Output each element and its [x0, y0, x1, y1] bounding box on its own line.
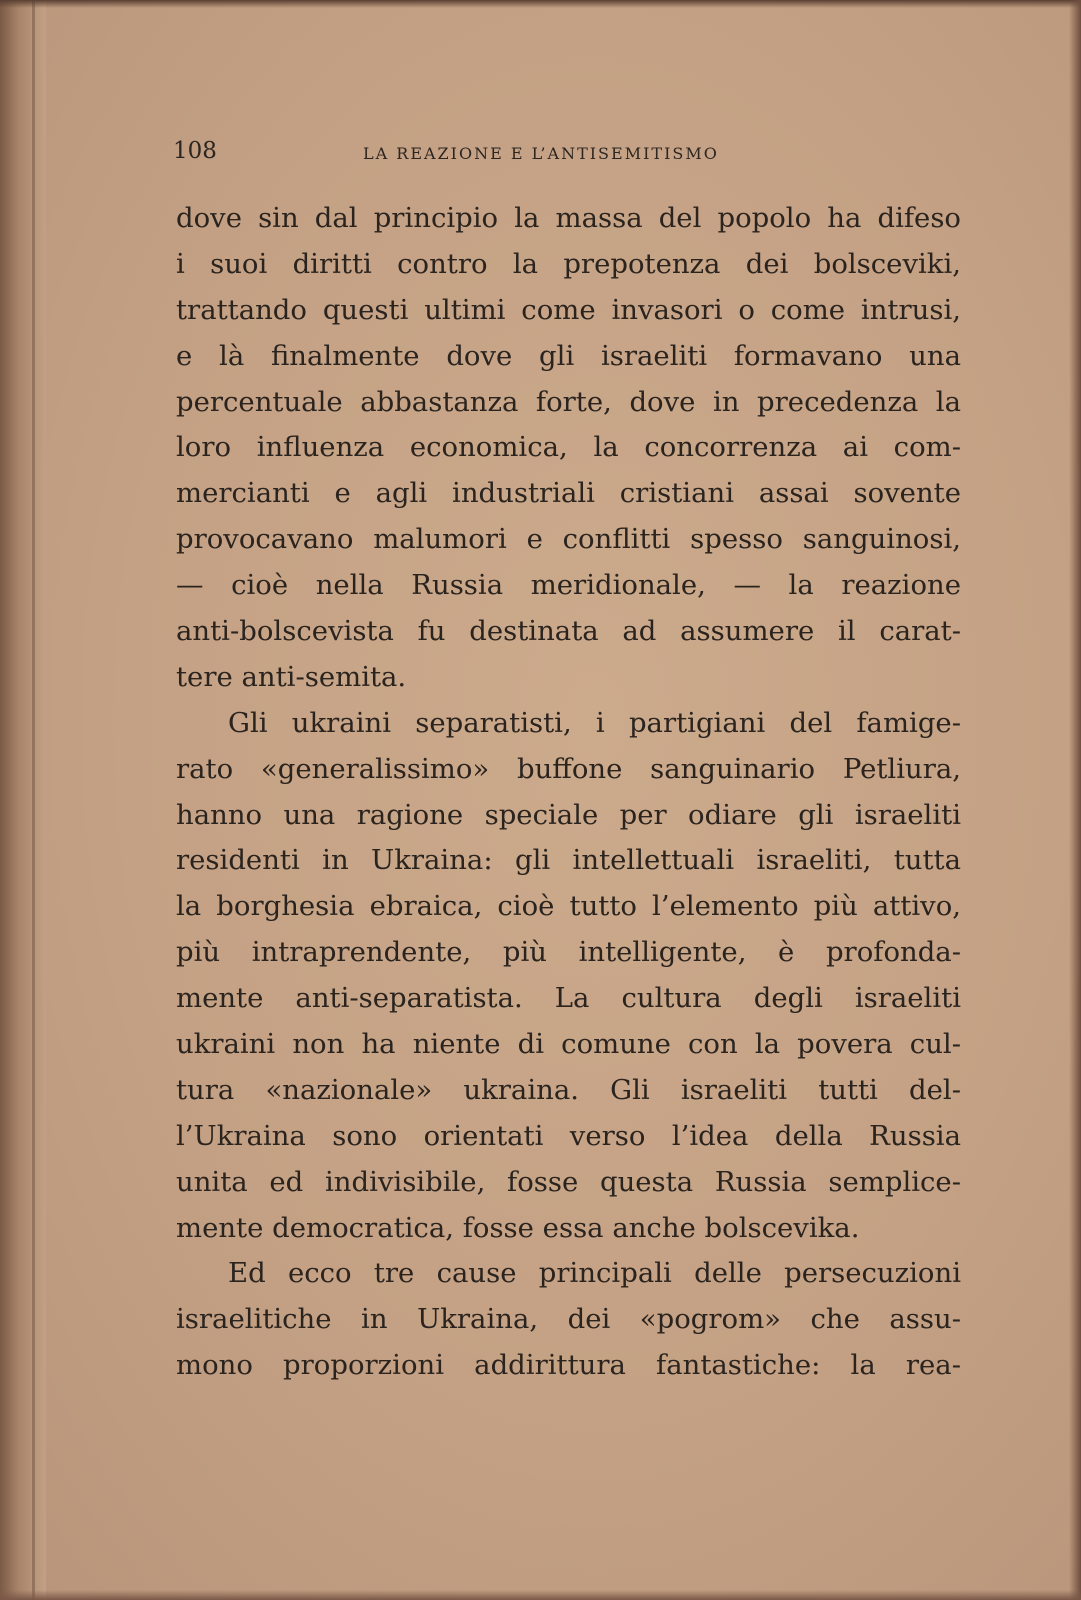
- text-line: residenti in Ukraina: gli intellettuali israeliti, tutta: [176, 844, 961, 877]
- text-line: e là finalmente dove gli israeliti formavano una: [176, 339, 961, 372]
- page-header: [173, 138, 963, 178]
- book-spine-shadow: [0, 0, 46, 1600]
- paragraph-end-line: tere anti-semita.: [176, 660, 407, 693]
- text-line: unita ed indivisibile, fosse questa Russia semplice-: [176, 1165, 961, 1198]
- text-line: trattando questi ultimi come invasori o come intrusi,: [176, 293, 961, 326]
- text-line: i suoi diritti contro la prepotenza dei bolsceviki,: [176, 247, 961, 280]
- paragraph-start-line: Ed ecco tre cause principali delle persecuzioni: [228, 1257, 961, 1290]
- text-line: — cioè nella Russia meridionale, — la reazione: [176, 569, 961, 602]
- text-line: mente anti-separatista. La cultura degli israeliti: [176, 982, 961, 1015]
- text-line: tura «nazionale» ukraina. Gli israeliti tutti del-: [176, 1073, 961, 1106]
- paragraph-start-line: Gli ukraini separatisti, i partigiani del famige-: [228, 706, 961, 739]
- text-line: mercianti e agli industriali cristiani assai sovente: [176, 477, 961, 510]
- text-line: anti-bolscevista fu destinata ad assumere il carat-: [176, 615, 961, 648]
- text-line: loro influenza economica, la concorrenza ai com-: [176, 431, 961, 464]
- page-right-edge: [1069, 0, 1081, 1600]
- spine-fold-line: [32, 0, 35, 1600]
- text-line: percentuale abbastanza forte, dove in precedenza la: [176, 385, 961, 418]
- page-number: 108: [173, 138, 217, 164]
- text-line: provocavano malumori e conflitti spesso sanguinosi,: [176, 523, 961, 556]
- text-line: hanno una ragione speciale per odiare gli israeliti: [176, 798, 961, 831]
- text-line: rato «generalissimo» buffone sanguinario Petliura,: [176, 752, 961, 785]
- text-line: più intraprendente, più intelligente, è profonda-: [176, 936, 961, 969]
- text-line: dove sin dal principio la massa del popolo ha difeso: [176, 202, 961, 234]
- text-line: l’Ukraina sono orientati verso l’idea della Russia: [176, 1119, 961, 1152]
- text-line: mono proporzioni addirittura fantastiche: la rea-: [176, 1349, 961, 1382]
- running-title: LA REAZIONE E L’ANTISEMITISMO: [363, 144, 719, 163]
- paragraph-end-line: mente democratica, fosse essa anche bolscevika.: [176, 1211, 860, 1244]
- page-top-edge: [0, 0, 1081, 8]
- page-bottom-edge: [0, 1590, 1081, 1600]
- text-line: israelitiche in Ukraina, dei «pogrom» che assu-: [176, 1303, 961, 1336]
- text-line: la borghesia ebraica, cioè tutto l’elemento più attivo,: [176, 890, 961, 923]
- body-text: [176, 196, 961, 1389]
- text-line: ukraini non ha niente di comune con la povera cul-: [176, 1028, 961, 1061]
